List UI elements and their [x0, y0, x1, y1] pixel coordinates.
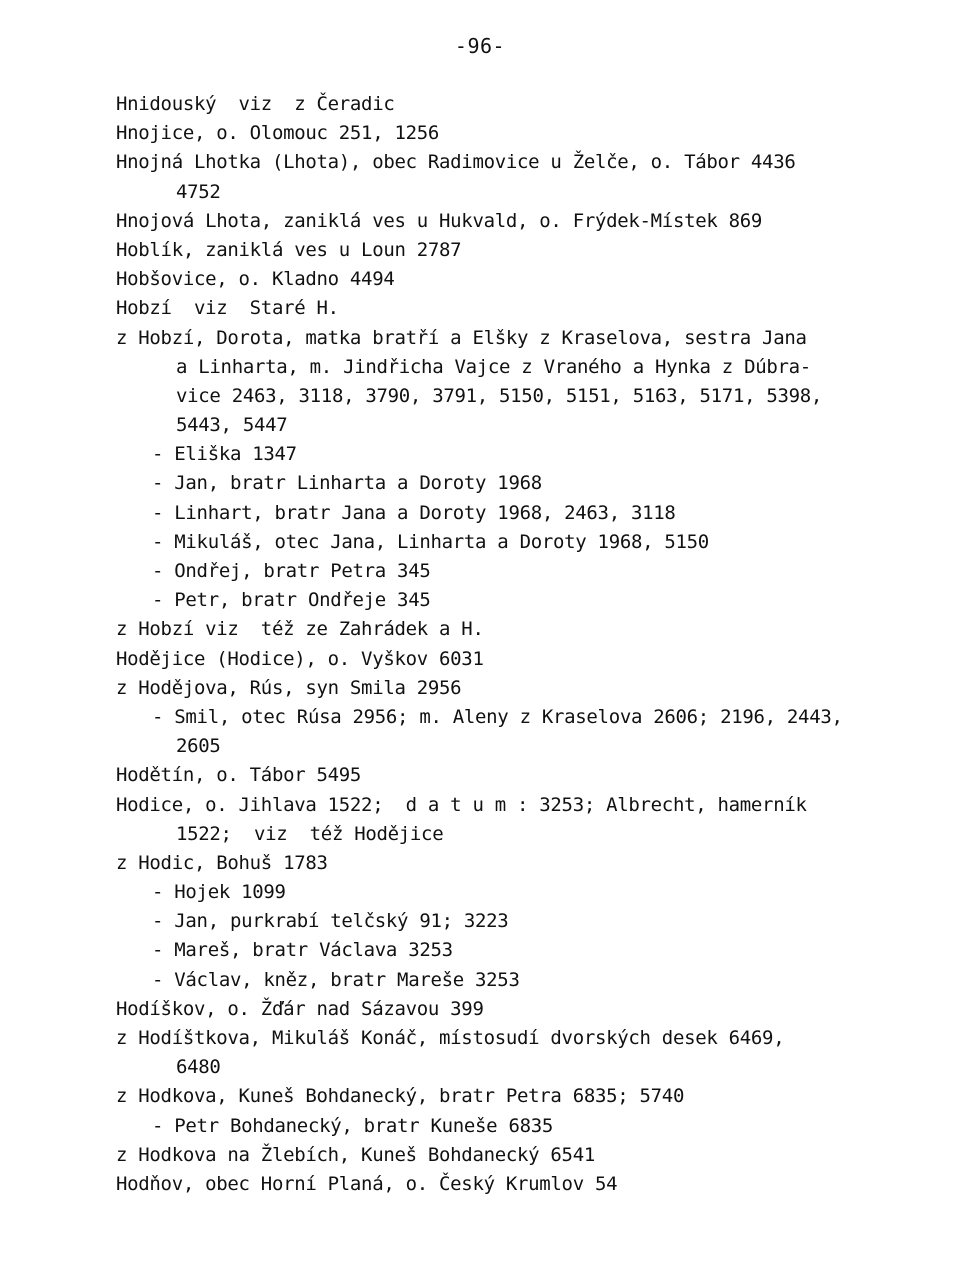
index-subentry: - Jan, bratr Linharta a Doroty 1968 [152, 472, 542, 495]
index-subentry: - Hojek 1099 [152, 881, 286, 904]
index-subentry: - Ondřej, bratr Petra 345 [152, 560, 431, 582]
index-subentry: - Mikuláš, otec Jana, Linharta a Doroty 1968, 5150 [152, 530, 709, 553]
index-continuation: 5443, 5447 [176, 414, 288, 437]
index-continuation: 2605 [176, 735, 221, 758]
index-entry: Hnojová Lhota, zaniklá ves u Hukvald, o. Frýdek-Místek 869 [116, 209, 763, 232]
index-subentry: - Václav, kněz, bratr Mareše 3253 [152, 968, 520, 991]
index-subentry: - Smil, otec Rúsa 2956; m. Aleny z Kraselova 2606; 2196, 2443, [152, 705, 843, 728]
index-entry: Hodějice (Hodice), o. Vyškov 6031 [116, 647, 484, 670]
index-subentry: - Mareš, bratr Václava 3253 [152, 939, 453, 962]
index-entry: z Hodkova na Žlebích, Kuneš Bohdanecký 6541 [116, 1143, 595, 1166]
index-entry: z Hodkova, Kuneš Bohdanecký, bratr Petra 6835; 5740 [116, 1085, 685, 1108]
index-entry: Hnojice, o. Olomouc 251, 1256 [116, 122, 440, 145]
index-entry: z Hobzí, Dorota, matka bratří a Elšky z Kraselova, sestra Jana [116, 326, 807, 349]
index-entries [116, 90, 876, 1199]
index-entry: Hodice, o. Jihlava 1522; d a t u m : 3253; Albrecht, hamerník [116, 793, 807, 816]
page-number: -96- [454, 34, 506, 58]
index-continuation: vice 2463, 3118, 3790, 3791, 5150, 5151, 5163, 5171, 5398, [176, 384, 823, 407]
index-entry: z Hodějova, Rús, syn Smila 2956 [116, 676, 462, 699]
index-subentry: - Linhart, bratr Jana a Doroty 1968, 2463, 3118 [152, 501, 676, 524]
index-entry: z Hodíštkova, Mikuláš Konáč, místosudí dvorských desek 6469, [116, 1027, 785, 1049]
index-entry: Hnojná Lhotka (Lhota), obec Radimovice u Želče, o. Tábor 4436 [116, 151, 796, 174]
index-entry: Hodíškov, o. Žďár nad Sázavou 399 [116, 997, 484, 1020]
index-entry: z Hobzí viz též ze Zahrádek a H. [116, 618, 484, 641]
index-entry: z Hodic, Bohuš 1783 [116, 851, 328, 874]
index-entry: Hoblík, zaniklá ves u Loun 2787 [116, 238, 462, 261]
index-entry: Hodňov, obec Horní Planá, o. Český Krumlov 54 [116, 1172, 618, 1195]
index-continuation: 4752 [176, 180, 221, 203]
index-subentry: - Jan, purkrabí telčský 91; 3223 [152, 910, 509, 933]
index-entry: Hnidouský viz z Čeradic [116, 93, 395, 115]
index-subentry: - Petr, bratr Ondřeje 345 [152, 589, 431, 612]
index-entry: Hodětín, o. Tábor 5495 [116, 764, 362, 787]
index-entry: Hobzí viz Staré H. [116, 297, 339, 320]
index-subentry: - Petr Bohdanecký, bratr Kuneše 6835 [152, 1114, 554, 1137]
index-continuation: 6480 [176, 1056, 221, 1079]
index-continuation: a Linharta, m. Jindřicha Vajce z Vraného a Hynka z Dúbra- [176, 355, 811, 378]
index-continuation: 1522; viz též Hodějice [176, 822, 444, 845]
index-subentry: - Eliška 1347 [152, 443, 297, 466]
index-entry: Hobšovice, o. Kladno 4494 [116, 268, 395, 291]
